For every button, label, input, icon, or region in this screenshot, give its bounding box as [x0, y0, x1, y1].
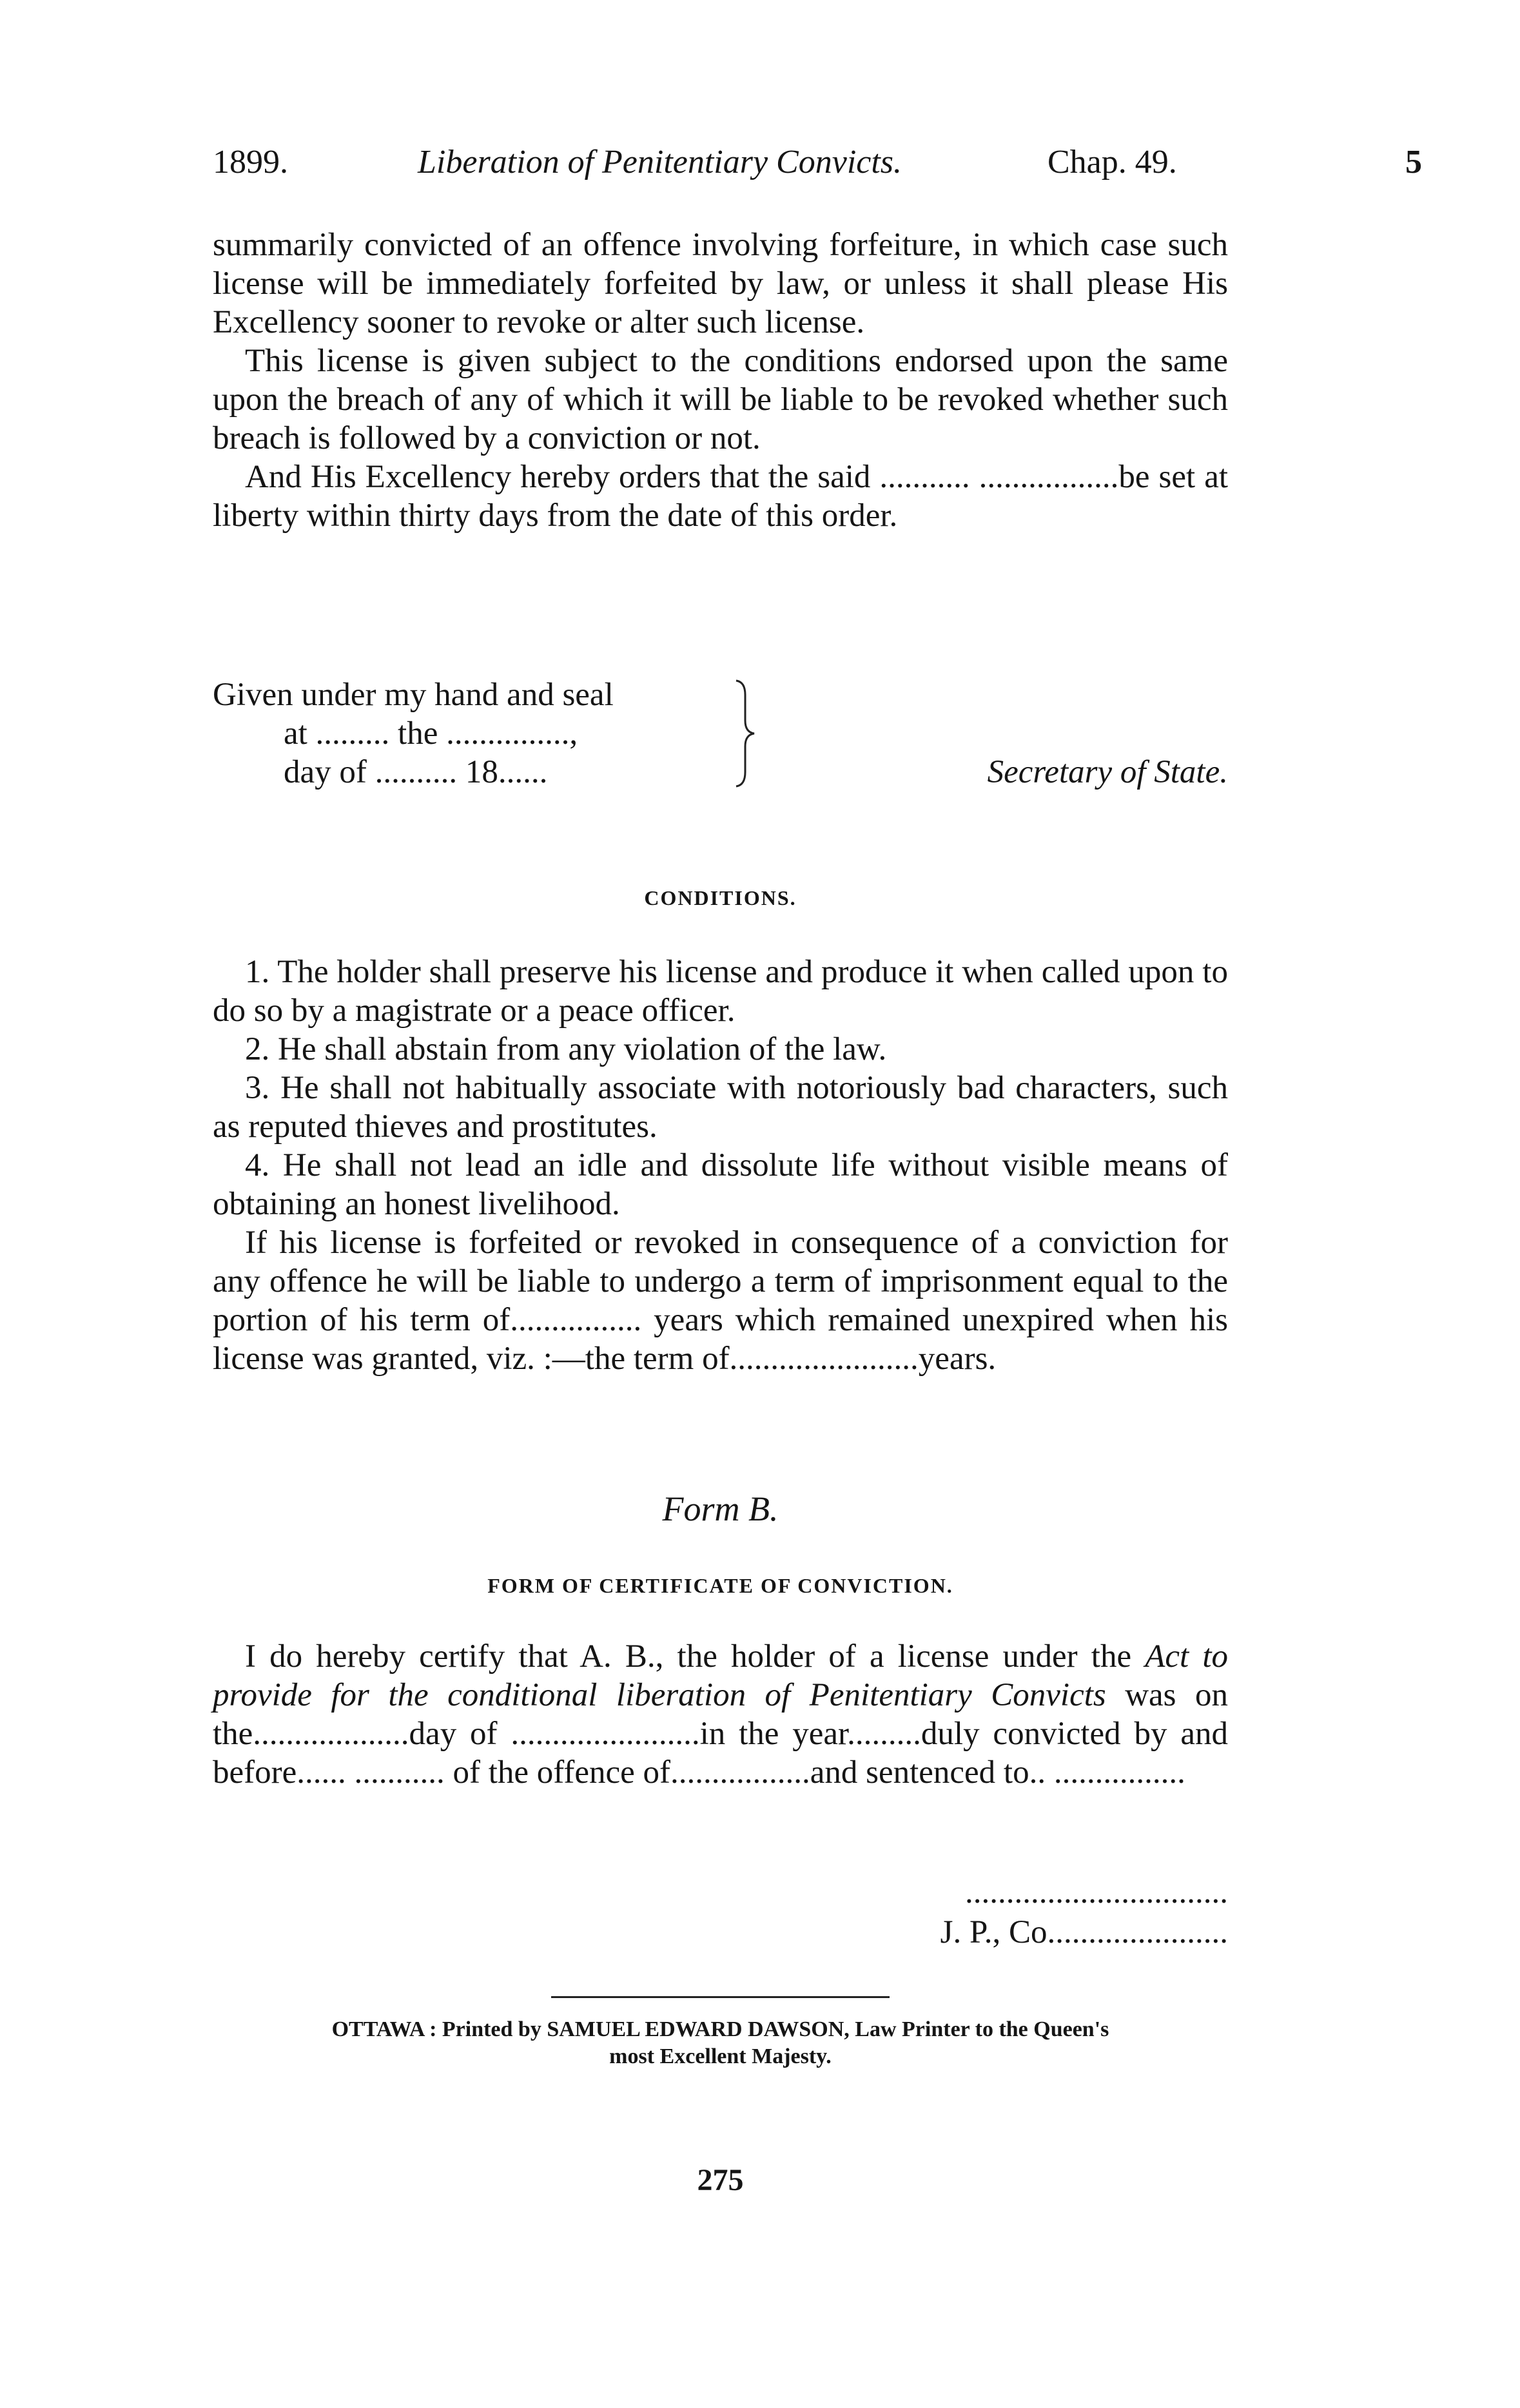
forfeiture-paragraph: If his license is forfeited or revoked in consequence of a conviction for any offence he will be liable to undergo a term of imprisonment equal to the portion of his term of................ years which remained unexpired when his license was granted, viz. :—the term of.......................years.	[213, 1225, 1228, 1377]
license-paragraph-2: This license is given subject to the conditions endorsed upon the same upon the breach of any of which it will be liable to be revoked whether such breach is followed by a conviction or not.	[213, 343, 1228, 456]
header-chapter: Chap. 49.	[1047, 144, 1177, 180]
running-header	[213, 143, 1425, 188]
form-b-title: Form B.	[662, 1490, 779, 1528]
certificate-text	[213, 1637, 1228, 1792]
certificate-text-start: I do hereby certify that A. B., the holder of a license under the	[245, 1638, 1145, 1675]
form-b-heading: FORM OF CERTIFICATE OF CONVICTION.	[487, 1574, 953, 1597]
license-paragraph-3: And His Excellency hereby orders that the said ........... .................be set at liberty within thirty days from the date of this order.	[213, 459, 1228, 534]
jp-signature-block	[940, 1872, 1228, 1952]
given-block	[213, 675, 1228, 798]
secretary-of-state: Secretary of State.	[987, 754, 1228, 790]
condition-item-4: 4. He shall not lead an idle and dissolute life without visible means of obtaining an honest livelihood.	[213, 1147, 1228, 1222]
right-brace-icon	[728, 675, 767, 791]
conditions-heading: CONDITIONS.	[644, 886, 797, 909]
act-title: Act to provide for the conditional liberation of Penitentiary Convicts	[213, 1638, 1228, 1713]
certificate-text-end: was on the...................day of .......................in the year.........duly convicted by and before...... ........... of the offence of.................and sentenced to.. ................	[213, 1677, 1228, 1791]
certificate-paragraph	[213, 1637, 1228, 1792]
jp-label: J. P., Co......................	[940, 1914, 1228, 1950]
given-line-1: Given under my hand and seal	[213, 677, 614, 713]
conditions-list	[213, 953, 1228, 1378]
given-line-3: day of .......... 18......	[284, 754, 548, 790]
license-text	[213, 226, 1228, 535]
printer-line-2: most Excellent Majesty.	[609, 2044, 832, 2068]
given-lines	[213, 675, 614, 791]
condition-item-2: 2. He shall abstain from any violation of the law.	[245, 1031, 887, 1067]
condition-item-3: 3. He shall not habitually associate with notoriously bad characters, such as reputed thieves and prostitutes.	[213, 1070, 1228, 1145]
given-line-2: at ......... the ...............,	[284, 715, 578, 752]
license-paragraph-1: summarily convicted of an offence involving forfeiture, in which case such license will be immediately forfeited by law, or unless it shall please His Excellency sooner to revoke or alter such license.	[213, 227, 1228, 340]
condition-item-1: 1. The holder shall preserve his license and produce it when called upon to do so by a magistrate or a peace officer.	[213, 954, 1228, 1029]
divider-rule	[551, 1996, 890, 1998]
header-title: Liberation of Penitentiary Convicts.	[418, 144, 902, 180]
header-year: 1899.	[213, 144, 288, 180]
printer-imprint	[213, 2016, 1228, 2070]
folio-number: 275	[697, 2163, 744, 2197]
signature-line: ................................	[965, 1874, 1228, 1910]
printer-line-1: OTTAWA : Printed by SAMUEL EDWARD DAWSON, Law Printer to the Queen's	[331, 2017, 1109, 2041]
header-page-number: 5	[1405, 144, 1422, 180]
